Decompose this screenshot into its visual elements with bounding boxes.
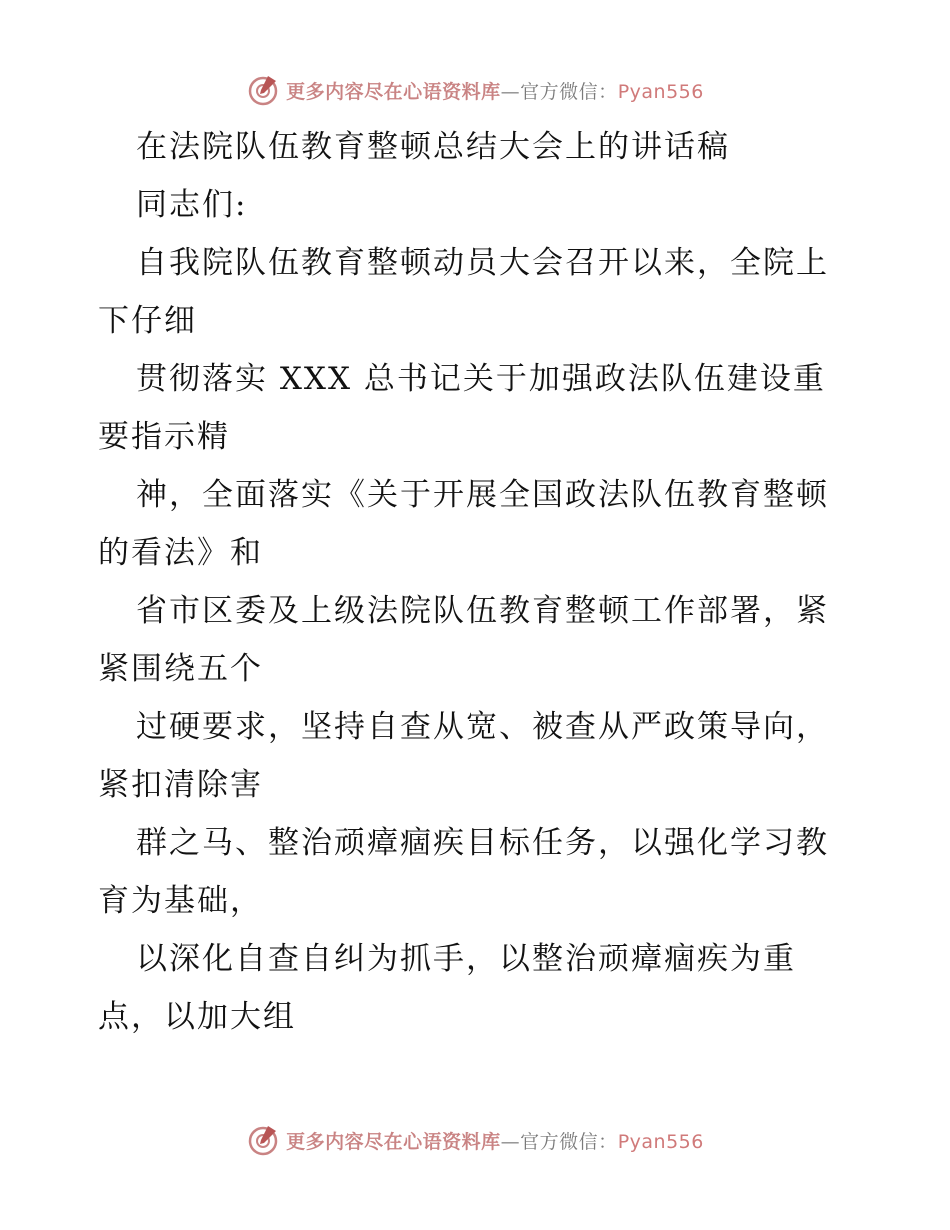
footer-watermark bbox=[0, 1120, 950, 1160]
text-line: 省市区委及上级法院队伍教育整顿工作部署，紧 bbox=[136, 593, 829, 629]
text-line: 过硬要求，坚持自查从宽、被查从严政策导向， bbox=[136, 709, 829, 745]
text-line: 贯彻落实 XXX 总书记关于加强政法队伍建设重 bbox=[136, 361, 826, 397]
text-line: 群之马、整治顽瘴痼疾目标任务，以强化学习教 bbox=[136, 825, 829, 861]
document-title: 在法院队伍教育整顿总结大会上的讲话稿 bbox=[136, 129, 730, 165]
watermark-label: 官方微信： bbox=[520, 1130, 618, 1153]
watermark-separator: — bbox=[500, 1130, 521, 1153]
header-watermark bbox=[0, 70, 950, 110]
watermark-separator: — bbox=[500, 80, 521, 103]
watermark-label: 官方微信： bbox=[520, 80, 618, 103]
text-line: 自我院队伍教育整顿动员大会召开以来，全院上 bbox=[136, 245, 829, 281]
watermark-text bbox=[286, 77, 704, 104]
text-line: 的看法》和 bbox=[98, 535, 263, 571]
watermark-wechat-id: Pyan556 bbox=[617, 80, 704, 103]
text-line: 紧围绕五个 bbox=[98, 651, 263, 687]
quill-logo-icon bbox=[246, 73, 280, 107]
salutation: 同志们: bbox=[136, 187, 248, 223]
text-line: 要指示精 bbox=[98, 419, 230, 455]
text-line: 育为基础， bbox=[98, 883, 263, 919]
watermark-text bbox=[286, 1127, 704, 1154]
watermark-site-name: 更多内容尽在心语资料库 bbox=[286, 80, 501, 103]
watermark-site-name: 更多内容尽在心语资料库 bbox=[286, 1130, 501, 1153]
text-line: 神，全面落实《关于开展全国政法队伍教育整顿 bbox=[136, 477, 829, 513]
watermark-wechat-id: Pyan556 bbox=[617, 1130, 704, 1153]
text-line: 下仔细 bbox=[98, 303, 197, 339]
quill-logo-icon bbox=[246, 1123, 280, 1157]
text-line: 以深化自查自纠为抓手，以整治顽瘴痼疾为重 bbox=[136, 941, 796, 977]
text-line: 点，以加大组 bbox=[98, 999, 296, 1035]
text-line: 紧扣清除害 bbox=[98, 767, 263, 803]
document-body bbox=[98, 118, 858, 1046]
